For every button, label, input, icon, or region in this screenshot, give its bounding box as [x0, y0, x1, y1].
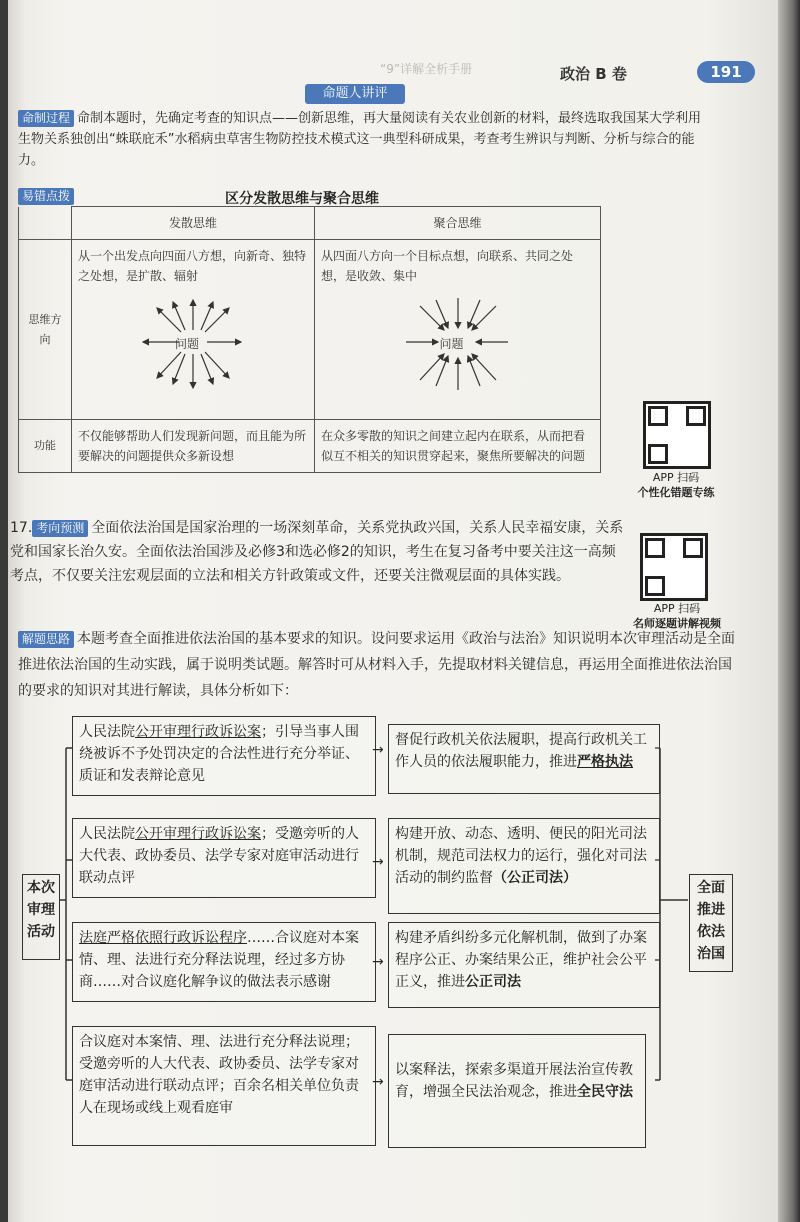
qr2-caption-line1: APP 扫码 — [653, 602, 701, 615]
flow-right-label: 全面推进依法治国 — [689, 874, 733, 972]
row-label-function: 功能 — [19, 420, 72, 473]
forecast-text: 全面依法治国是国家治理的一场深刻革命，关系党执政兴国，关系人民幸福安康，关系党和国家长治久安。全面依法治国涉及必修3和选必修2的知识，考生在复习备考中要关注这一高频考点，不仅要关注宏观层面的立法和相关方针政策或文件，还要关注微观层面的具体实践。 — [10, 520, 624, 584]
flow-left-box-2 — [72, 818, 376, 898]
process-text: 命制本题时，先确定考查的知识点——创新思维，再大量阅读有关农业创新的材料，最终选取我国某大学利用生物关系独创出“蛛联庇禾”水稻病虫草害生物防控技术模式这一典型科研成果，考查考生辨识与判断、分析与综合的能力。 — [18, 111, 702, 168]
section-banner: 命题人讲评 — [305, 84, 405, 104]
left-3b: ……合议庭对本案情、理、法进行充分释法说理，经过多方协商……对合议庭化解争议的做法表示感谢 — [79, 930, 359, 990]
running-title: 政治 B 卷 — [560, 65, 627, 83]
divergent-direction-text: 从一个出发点向四面八方想，向新奇、独特之处想，是扩散、辐射 — [78, 249, 307, 283]
right-1a: 督促行政机关依法履职，提高行政机关工作人员的依法履职能力，推进 — [395, 732, 647, 770]
right-3a: 构建矛盾纠纷多元化解机制，做到了办案程序公正、办案结果公正，维护社会公平正义，推进 — [395, 930, 647, 990]
flow-left-label: 本次审理活动 — [22, 874, 60, 960]
qr2-caption-line2: 名师逐题讲解视频 — [633, 617, 721, 630]
convergent-center-word: 问题 — [439, 337, 464, 351]
left-4a: 合议庭对本案情、理、法进行充分释法说理； — [79, 1034, 359, 1050]
right-1b: 严格执法 — [577, 754, 633, 770]
row-label-direction: 思维方向 — [19, 240, 72, 420]
left-3a: 法庭严格依照行政诉讼程序 — [79, 930, 247, 946]
flow-arrow-1: → — [372, 742, 384, 758]
question-number: 17. — [10, 520, 33, 536]
right-4a: 以案释法，探索多渠道开展法治宣传教育，增强全民法治观念，推进 — [395, 1062, 633, 1100]
page-number: 191 — [697, 61, 755, 83]
bleed-through-text: “9”详解全析手册 — [380, 62, 473, 76]
right-2a: 构建开放、动态、透明、便民的阳光司法机制，规范司法权力的运行，强化对司法活动的制约监督 — [395, 826, 647, 886]
mistake-tag: 易错点拨 — [18, 188, 74, 205]
flow-right-box-2 — [388, 818, 660, 914]
cell-convergent-function: 在众多零散的知识之间建立起内在联系，从而把看似互不相关的知识贯穿起来，聚焦所要解决的问题 — [315, 420, 601, 473]
cell-divergent-function: 不仅能够帮助人们发现新问题，而且能为所要解决的问题提供众多新设想 — [72, 420, 315, 473]
left-1c: ；引导当事人围绕被诉不予处罚决定的合法性进行充分举证、质证和发表辩论意见 — [79, 724, 359, 784]
col-divergent: 发散思维 — [72, 207, 315, 240]
flow-right-box-1 — [388, 724, 660, 794]
right-2b: （公正司法） — [493, 870, 577, 886]
flow-right-box-3 — [388, 922, 660, 1008]
left-2b: 公开审理行政诉讼案 — [135, 826, 261, 842]
flow-left-box-4 — [72, 1026, 376, 1146]
approach-tag: 解题思路 — [18, 631, 74, 648]
flow-right-box-4 — [388, 1034, 646, 1148]
left-1a: 人民法院 — [79, 724, 135, 740]
flow-left-box-1 — [72, 716, 376, 796]
table-title: 区分发散思维与聚合思维 — [225, 191, 379, 207]
left-2c: ；受邀旁听的人大代表、政协委员、法学专家对庭审活动进行联动点评 — [79, 826, 359, 886]
process-tag: 命制过程 — [18, 110, 74, 127]
convergent-direction-text: 从四面八方向一个目标点想，向联系、共同之处想，是收敛、集中 — [321, 249, 574, 283]
flow-arrow-2: → — [372, 854, 384, 870]
qr1-caption-line2: 个性化错题专练 — [637, 486, 715, 499]
left-2a: 人民法院 — [79, 826, 135, 842]
flow-arrow-4: → — [372, 1074, 384, 1090]
qr1-caption-line1: APP 扫码 — [652, 471, 700, 484]
left-4b: 受邀旁听的人大代表、政协委员、法学专家对庭审活动进行联动点评；百余名相关单位负责人在现场或线上观看庭审 — [79, 1056, 359, 1116]
flow-left-box-3 — [72, 922, 376, 1002]
forecast-tag: 考向预测 — [32, 520, 88, 537]
col-convergent: 聚合思维 — [315, 207, 601, 240]
divergent-center-word: 问题 — [175, 337, 200, 351]
right-4b: 全民守法 — [577, 1084, 633, 1100]
left-1b: 公开审理行政诉讼案 — [135, 724, 261, 740]
approach-text: 本题考查全面推进依法治国的基本要求的知识。设问要求运用《政治与法治》知识说明本次审理活动是全面推进依法治国的生动实践，属于说明类试题。解答时可从材料入手，先提取材料关键信息，再运用全面推进依法治国的要求的知识对其进行解读，具体分析如下： — [18, 631, 736, 699]
right-3b: 公正司法 — [465, 974, 521, 990]
flow-arrow-3: → — [372, 954, 384, 970]
